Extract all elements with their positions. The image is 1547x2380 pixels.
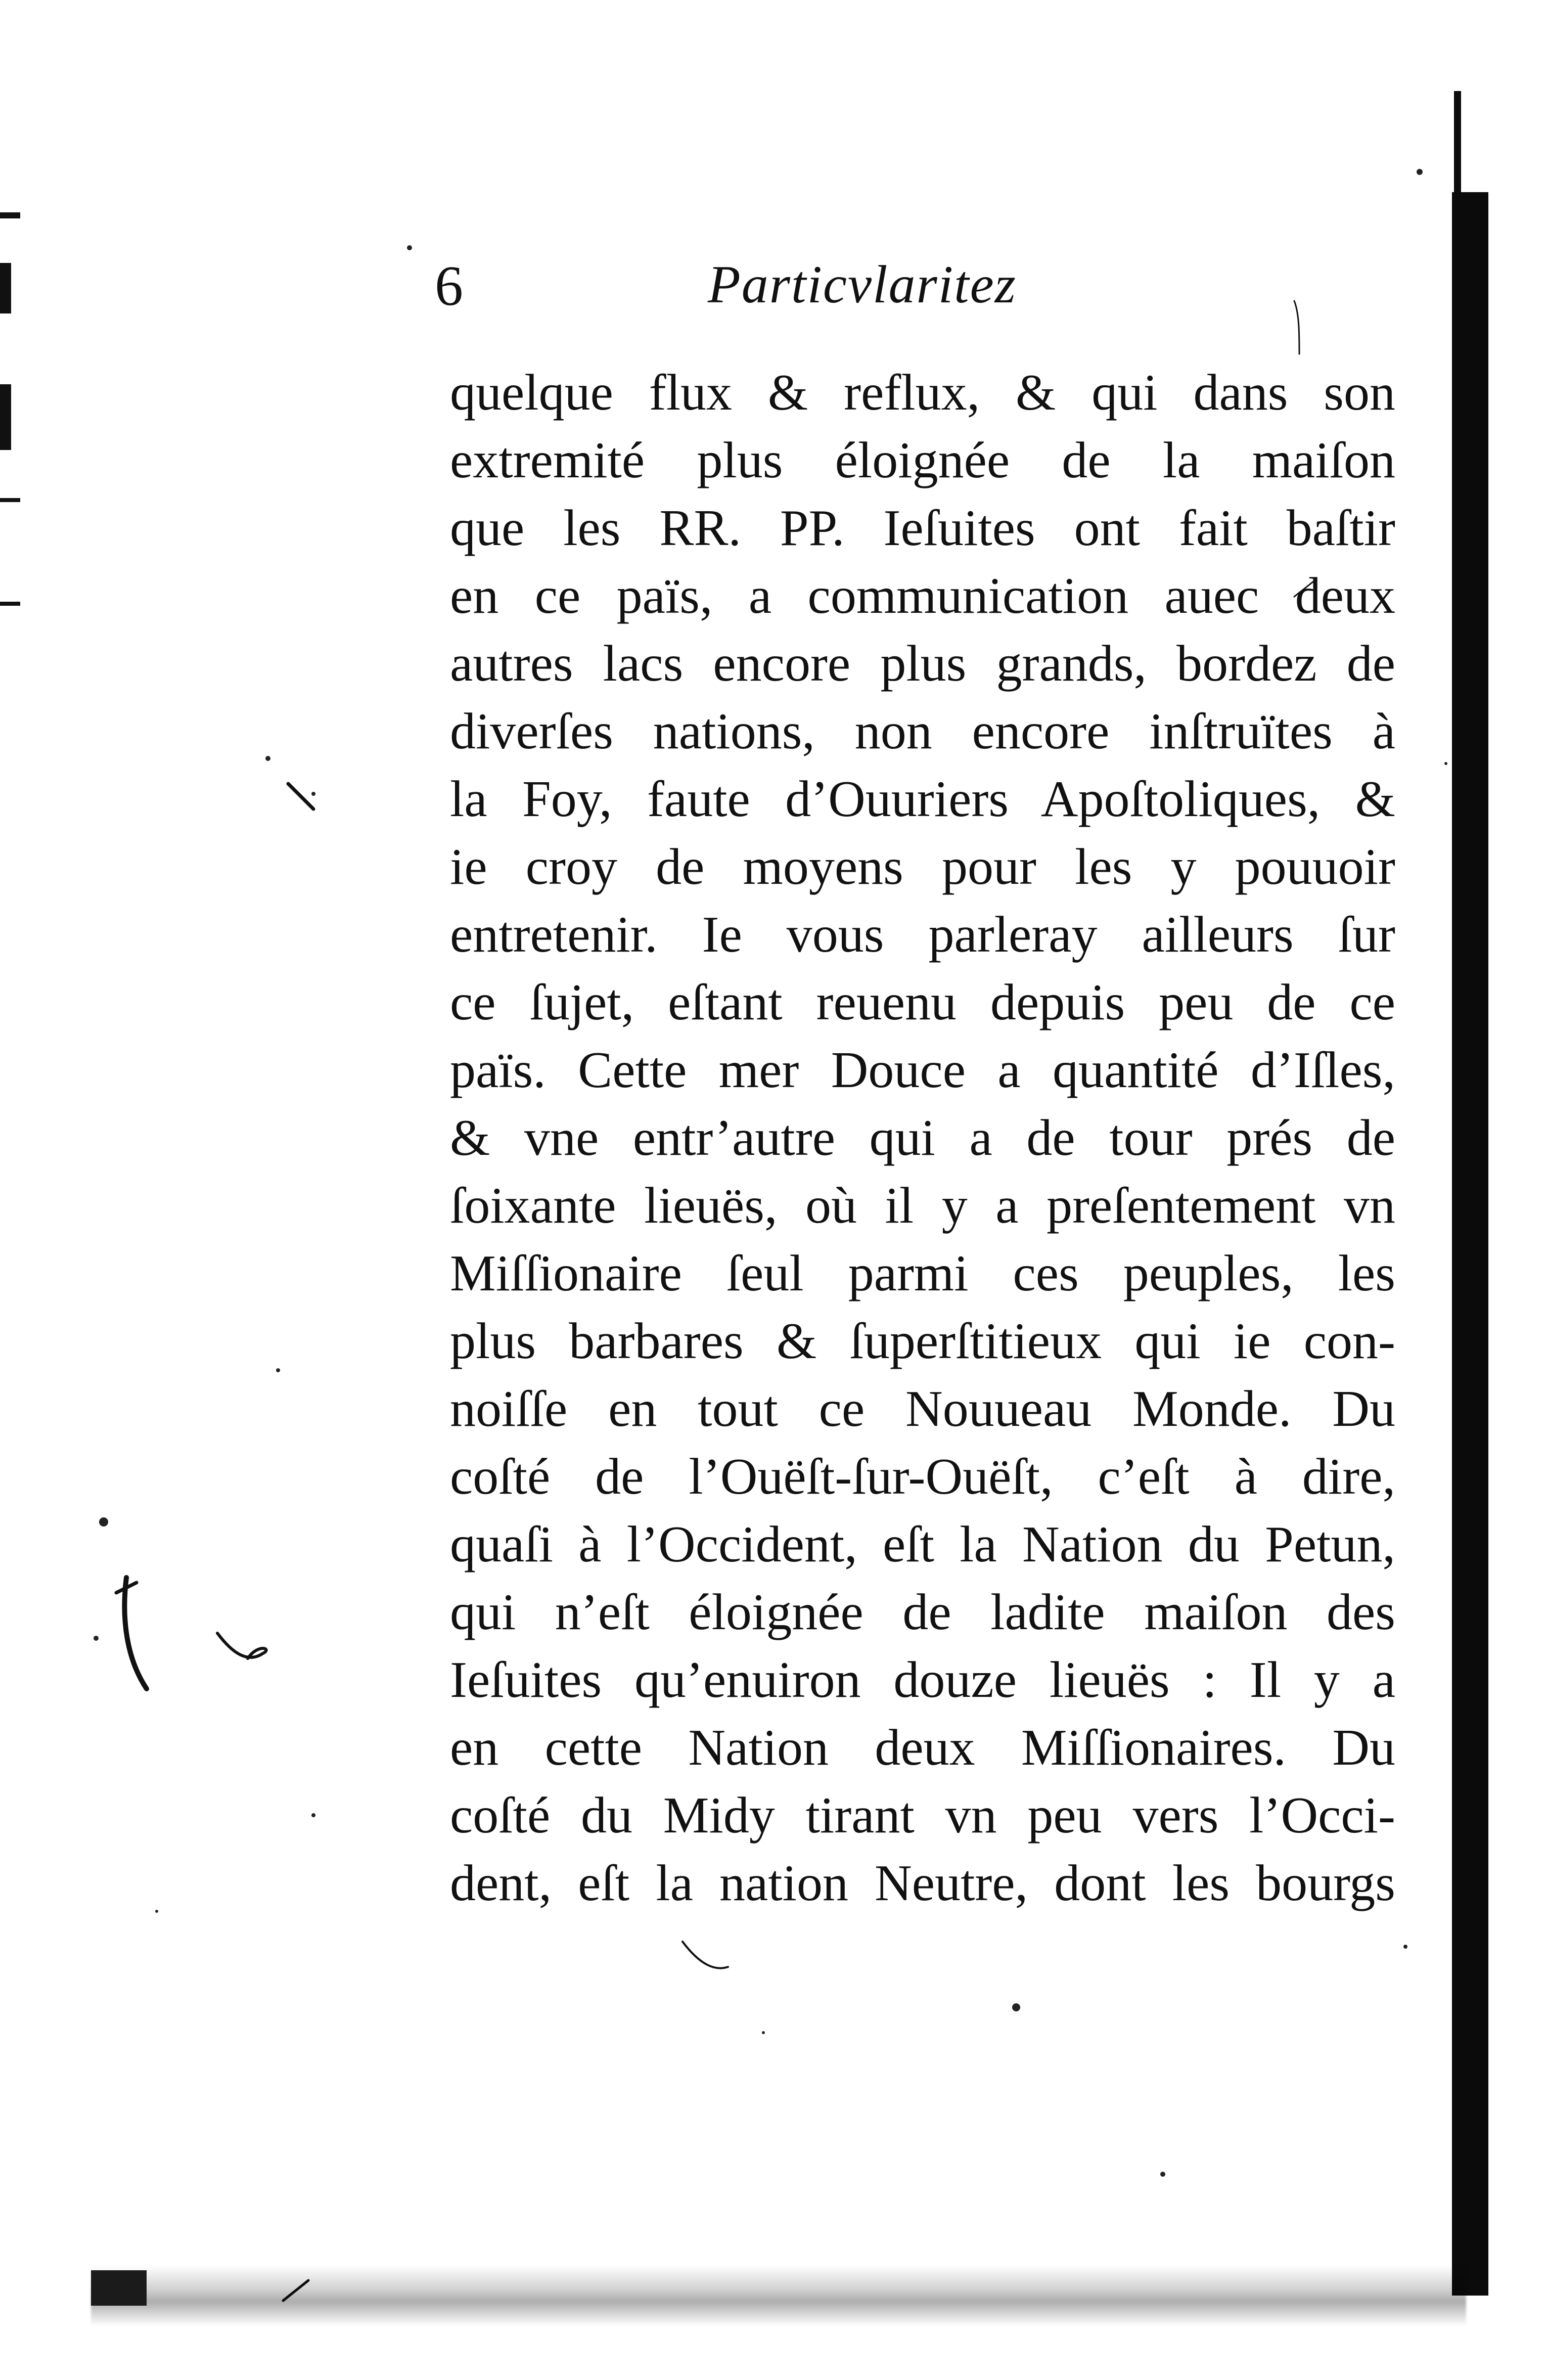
text-line: que les RR. PP. Ieſuites ont fait baſtir (450, 500, 1395, 557)
text-line: coſté du Midy tirant vn peu vers l’Occi- (450, 1787, 1395, 1844)
body-text (450, 359, 1395, 1917)
text-line: & vne entr’autre qui a de tour prés de (450, 1109, 1395, 1166)
text-line: païs. Cette mer Douce a quantité d’Iſles, (450, 1042, 1395, 1099)
running-head: Particvlaritez (708, 255, 1017, 314)
text-line: coſté de l’Ouëſt-ſur-Ouëſt, c’eſt à dire, (450, 1448, 1395, 1505)
text-line: qui n’eſt éloignée de ladite maiſon des (450, 1584, 1395, 1641)
text-line: la Foy, faute d’Ouuriers Apoſtoliques, & (450, 771, 1395, 828)
bottom-smudge-dark (91, 2270, 147, 2306)
page-header (435, 255, 1395, 339)
text-line: dent, eſt la nation Neutre, dont les bourgs (450, 1855, 1395, 1912)
text-line: noiſſe en tout ce Nouueau Monde. Du (450, 1380, 1395, 1438)
text-line: ſoixante lieuës, où il y a preſentement vn (450, 1177, 1395, 1234)
text-line: plus barbares & ſuperſtitieux qui ie con- (450, 1313, 1395, 1370)
text-line: ie croy de moyens pour les y pouuoir (450, 838, 1395, 895)
text-line: autres lacs encore plus grands, bordez de (450, 635, 1395, 692)
text-line: diverſes nations, non encore inſtruïtes à (450, 703, 1395, 760)
text-line: Miſſionaire ſeul parmi ces peuples, les (450, 1245, 1395, 1302)
text-line: quelque flux & reflux, & qui dans son (450, 364, 1395, 421)
bottom-smudge (91, 2265, 1466, 2326)
text-line: ce ſujet, eſtant reuenu depuis peu de ce (450, 974, 1395, 1031)
text-line: en cette Nation deux Miſſionaires. Du (450, 1719, 1395, 1776)
text-line: extremité plus éloignée de la maiſon (450, 432, 1395, 489)
text-line: en ce païs, a communication auec deux (450, 567, 1395, 624)
text-line: quaſi à l’Occident, eſt la Nation du Petun, (450, 1516, 1395, 1573)
page-number: 6 (435, 255, 463, 318)
text-line: entretenir. Ie vous parleray ailleurs ſur (450, 906, 1395, 963)
text-line: Ieſuites qu’enuiron douze lieuës : Il y a (450, 1651, 1395, 1709)
